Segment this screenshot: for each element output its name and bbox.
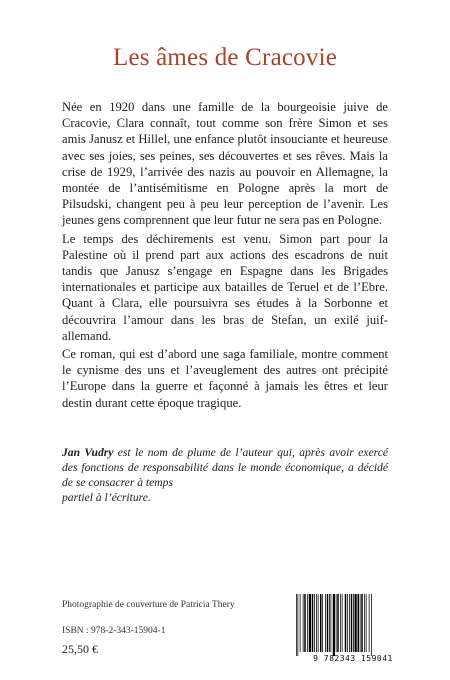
barcode-bar <box>369 594 370 652</box>
barcode-bar <box>318 594 319 652</box>
barcode-bar <box>331 594 332 652</box>
barcode-bar <box>342 594 343 652</box>
summary-paragraph: Née en 1920 dans une famille de la bourgeoisie juive de Cracovie, Clara connaît, tout comme son frère Simon et ses amis Janusz et Hillel, une enfance plutôt insouciante et heureuse avec ses joies, ses peines, ses découvertes et ses rêves. Mais la crise de 1929, l’arrivée des nazis au pouvoir en Allemagne, la montée de l’antisémitisme en Pologne après la mort de Pilsudski, changent peu à peu leur perception de l’avenir. Les jeunes gens comprennent que leur futur ne sera pas en Pologne. <box>62 100 388 228</box>
barcode-bar <box>312 594 314 652</box>
barcode-bar <box>333 594 335 656</box>
barcode-bar <box>366 594 367 652</box>
barcode-bar <box>337 594 339 652</box>
barcode-bar <box>364 594 365 652</box>
author-bio-end: partiel à l’écriture. <box>62 491 151 504</box>
back-cover-summary <box>62 99 388 411</box>
book-title: Les âmes de Cracovie <box>112 44 338 71</box>
cover-photo-credit: Photographie de couverture de Patricia Thery <box>62 600 235 610</box>
barcode-bar <box>345 594 347 652</box>
barcode-bar <box>307 594 308 652</box>
barcode-bar <box>340 594 341 652</box>
barcode-bar <box>325 594 326 652</box>
barcode-bar <box>371 594 372 656</box>
barcode-bar <box>347 594 348 652</box>
barcode-bar <box>329 594 330 652</box>
barcode-bar <box>327 594 329 652</box>
summary-paragraph: Ce roman, qui est d’abord une saga familiale, montre comment le cynisme des uns et l’aveuglement des autres ont précipité l’Europe dans la guerre et façonné à jamais les êtres et leur destin durant cette époque tragique. <box>62 347 388 410</box>
barcode-bar <box>360 594 361 652</box>
barcode-bar <box>309 594 311 652</box>
isbn: ISBN : 978-2-343-15904-1 <box>62 626 166 636</box>
barcode-bar <box>300 594 301 652</box>
barcode-bar <box>320 594 322 652</box>
price: 25,50 € <box>62 642 98 656</box>
barcode-bar <box>303 594 304 652</box>
author-bio <box>62 445 388 505</box>
barcode-bar <box>349 594 350 652</box>
summary-paragraph: Le temps des déchirements est venu. Simon part pour la Palestine où il prend part aux actions des escadrons de nuit tandis que Janusz s’engage en Espagne dans les Brigades internationales et participe aux batailles de Teruel et de l’Ebre. Quant à Clara, elle poursuivra ses études à la Sorbonne et découvrira l’amour dans les bras de Stefan, un exilé juif-allemand. <box>62 231 388 343</box>
barcode-bar <box>336 594 337 652</box>
barcode-digits: 9 782343 159041 <box>313 654 393 663</box>
barcode-bar <box>322 594 323 652</box>
barcode-bar <box>353 594 354 652</box>
barcode-icon <box>294 594 412 658</box>
barcode-bar <box>304 594 306 652</box>
barcode-bar <box>298 594 299 656</box>
barcode-bar <box>358 594 360 652</box>
barcode-bar <box>351 594 353 652</box>
barcode-bar <box>361 594 363 652</box>
barcode-bar <box>355 594 357 652</box>
barcode-bar <box>296 594 297 656</box>
author-name: Jan Vudry <box>62 446 114 459</box>
author-bio-text: est le nom de plume de l’auteur qui, après avoir exercé des fonctions de responsabilité dans le monde économique, a décidé de se consacrer à temps <box>62 446 388 489</box>
barcode-bar <box>314 594 315 652</box>
barcode-bar <box>316 594 317 652</box>
